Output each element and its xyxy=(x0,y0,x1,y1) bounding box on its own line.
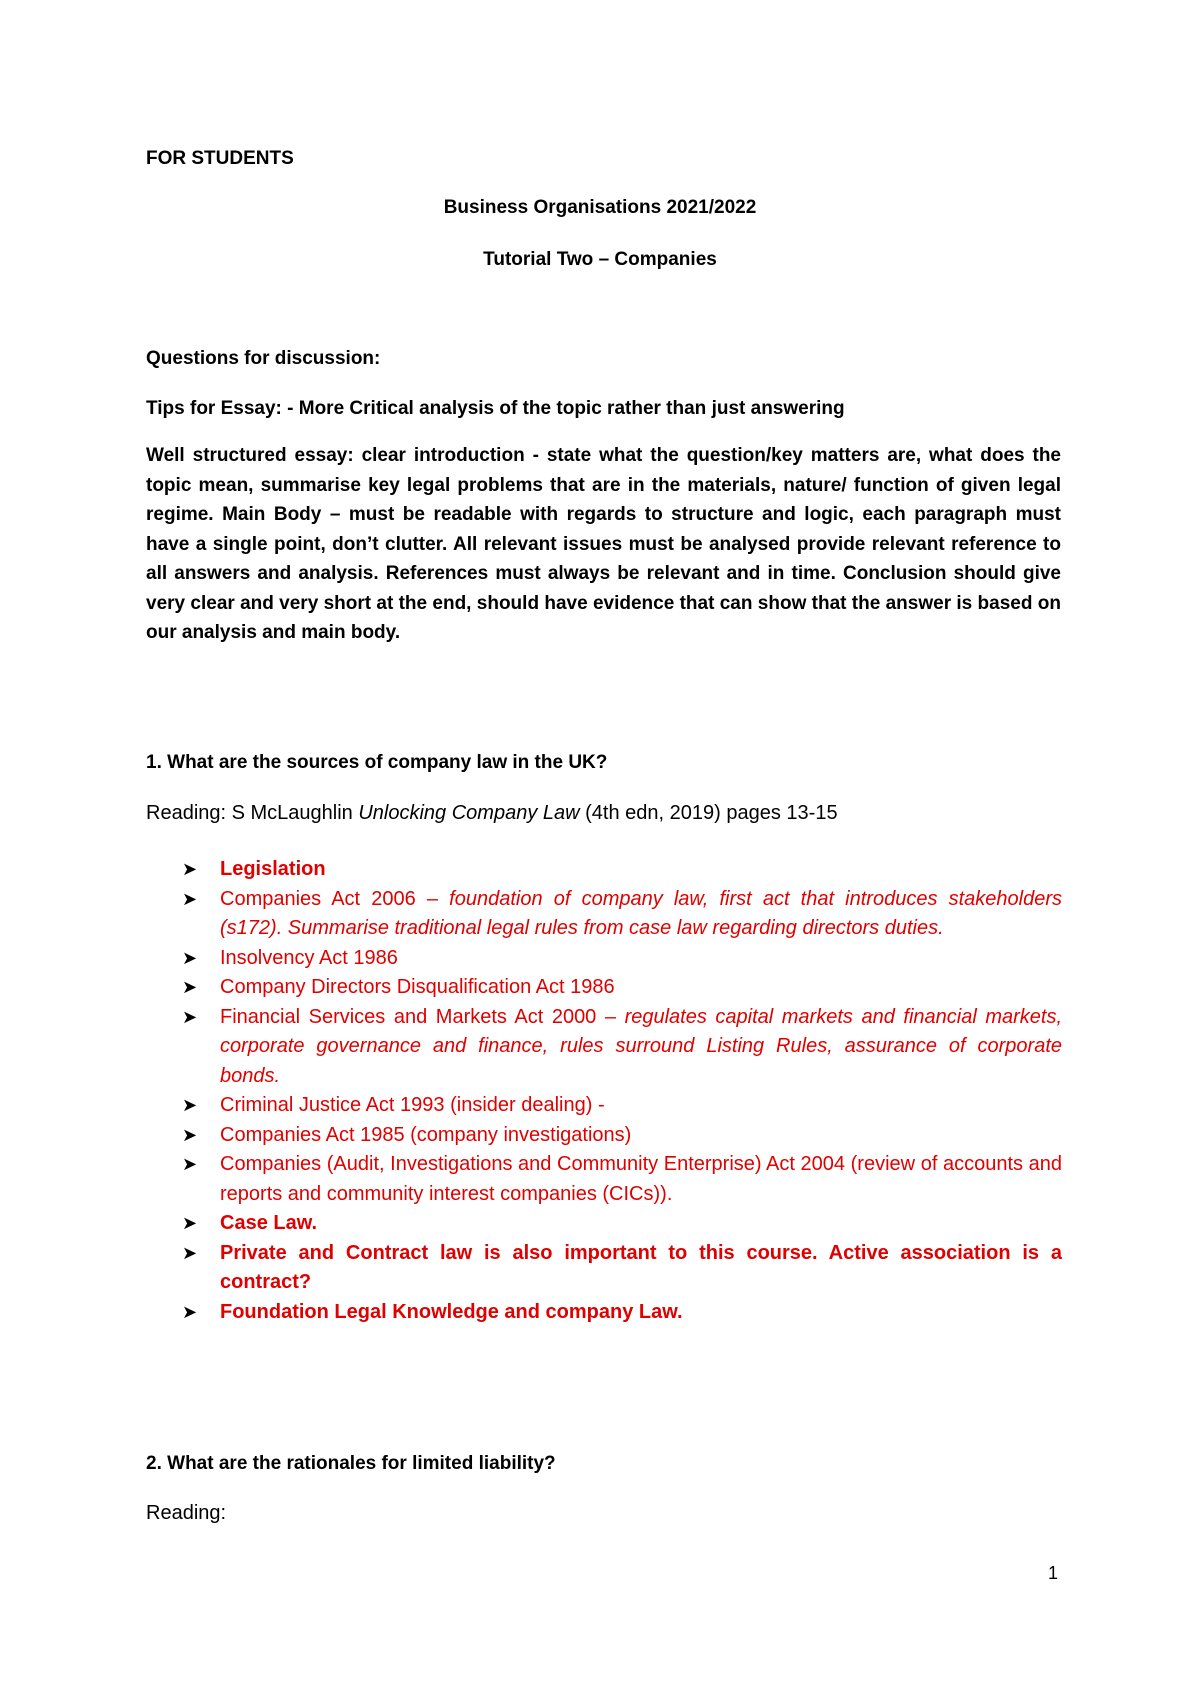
arrowhead-bullet-icon: ➤ xyxy=(182,1213,198,1233)
arrowhead-bullet-icon: ➤ xyxy=(182,1095,198,1115)
essay-structure-paragraph: Well structured essay: clear introduction - state what the question/key matters are, what does the topic mean, summarise key legal problems that are in the materials, nature/ function of given legal regime. Main Body – must be readable with regards to structure and logic, each paragraph must have a single point, don’t clutter. All relevant issues must be analysed provide relevant reference to all answers and analysis. References must always be relevant and in time. Conclusion should give very clear and very short at the end, should have evidence that can show that the answer is based on our analysis and main body. xyxy=(146,445,1061,643)
page-number: 1 xyxy=(1048,1563,1059,1583)
list-item: ➤ Companies (Audit, Investigations and Community Enterprise) Act 2004 (review of accounts and reports and community interest companies (CICs)). xyxy=(182,1150,1062,1209)
question-1-reading xyxy=(146,801,838,825)
reading-suffix: (4th edn, 2019) pages 13-15 xyxy=(579,802,838,824)
question-2 xyxy=(146,1452,556,1476)
list-item: ➤ Insolvency Act 1986 xyxy=(182,944,1062,974)
list-item: ➤ Legislation xyxy=(182,855,1062,885)
reading-book-title: Unlocking Company Law xyxy=(358,802,580,824)
question-1 xyxy=(146,751,607,775)
arrowhead-bullet-icon: ➤ xyxy=(182,1154,198,1174)
question-2-text: What are the rationales for limited liability? xyxy=(167,1453,556,1474)
arrowhead-bullet-icon: ➤ xyxy=(182,947,198,968)
question-2-number: 2. xyxy=(146,1453,162,1474)
sources-list xyxy=(182,855,1062,1327)
list-item: ➤ Case Law. xyxy=(182,1209,1062,1239)
arrowhead-bullet-icon: ➤ xyxy=(182,859,198,879)
question-1-number: 1. xyxy=(146,752,162,773)
list-item: ➤ Foundation Legal Knowledge and company Law. xyxy=(182,1298,1062,1328)
arrowhead-bullet-icon: ➤ xyxy=(182,1242,198,1263)
question-2-reading: Reading: xyxy=(146,1502,227,1524)
tutorial-title: Tutorial Two – Companies xyxy=(483,249,717,270)
list-item: ➤ Company Directors Disqualification Act 1986 xyxy=(182,973,1062,1003)
questions-heading: Questions for discussion: xyxy=(146,348,381,369)
reading-prefix: Reading: S McLaughlin xyxy=(146,802,359,824)
course-title: Business Organisations 2021/2022 xyxy=(443,197,757,218)
arrowhead-bullet-icon: ➤ xyxy=(182,888,198,909)
list-item: ➤ Companies Act 2006 – foundation of company law, first act that introduces stakeholders (s172). Summarise traditional legal rules from case law regarding directors duties. xyxy=(182,885,1062,944)
arrowhead-bullet-icon: ➤ xyxy=(182,1301,198,1322)
list-item: ➤ Private and Contract law is also important to this course. Active association is a contract? xyxy=(182,1239,1062,1298)
list-item: ➤ Criminal Justice Act 1993 (insider dealing) - xyxy=(182,1091,1062,1121)
essay-tips: Tips for Essay: - More Critical analysis of the topic rather than just answering xyxy=(146,398,845,419)
question-1-text: What are the sources of company law in the UK? xyxy=(167,752,608,773)
list-item: ➤ Financial Services and Markets Act 2000 – regulates capital markets and financial markets, corporate governance and finance, rules surround Listing Rules, assurance of corporate bonds. xyxy=(182,1003,1062,1092)
arrowhead-bullet-icon: ➤ xyxy=(182,1124,198,1145)
arrowhead-bullet-icon: ➤ xyxy=(182,1006,198,1027)
arrowhead-bullet-icon: ➤ xyxy=(182,977,198,997)
audience-label: FOR STUDENTS xyxy=(146,148,294,169)
list-item: ➤ Companies Act 1985 (company investigations) xyxy=(182,1121,1062,1151)
